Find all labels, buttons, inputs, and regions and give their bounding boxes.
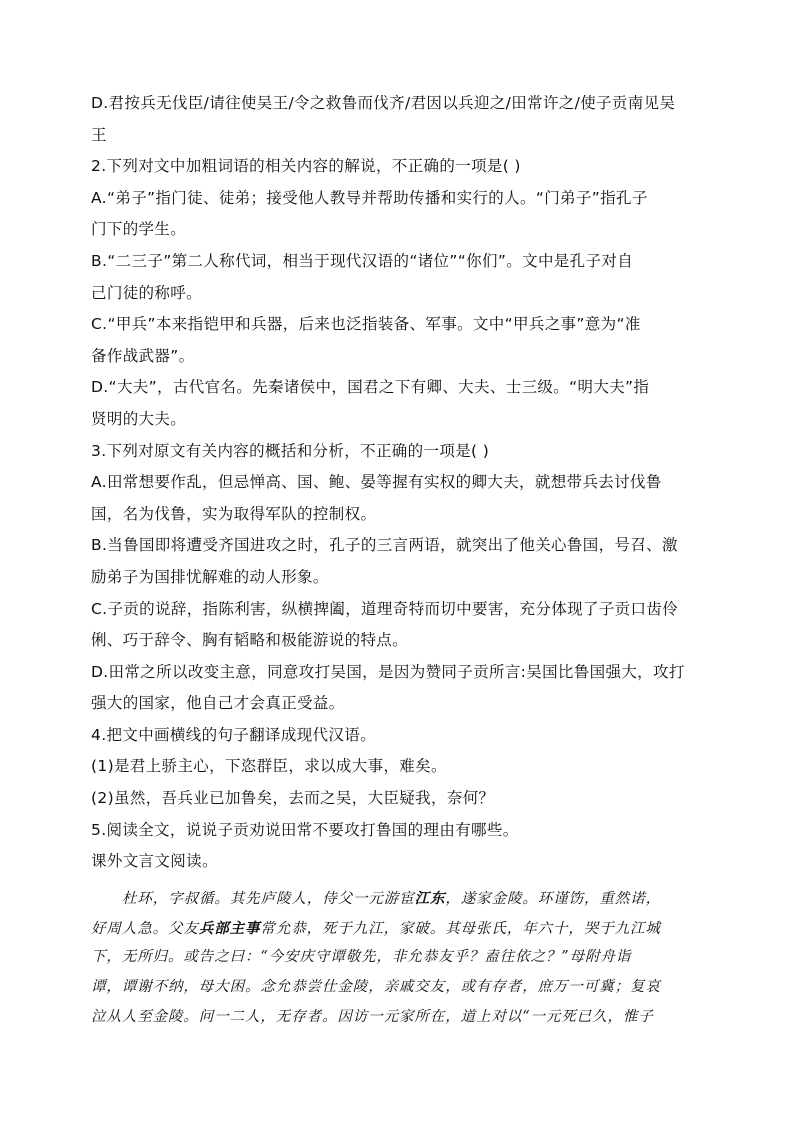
text-line: C.“甲兵”本来指铠甲和兵器，后来也泛指装备、军事。文中“甲兵之事”意为“准 bbox=[91, 315, 641, 334]
document-page bbox=[91, 88, 703, 1033]
text-line: B.当鲁国即将遭受齐国进攻之时，孔子的三言两语，就突出了他关心鲁国，号召、激 bbox=[91, 536, 678, 555]
passage-line bbox=[91, 914, 703, 944]
text-line: 门下的学生。 bbox=[91, 220, 187, 239]
text-line: D.“大夫”，古代官名。先秦诸侯中，国君之下有卿、大夫、士三级。“明大夫”指 bbox=[91, 378, 650, 397]
text-line: 王 bbox=[91, 125, 107, 144]
question-stem: 4.把文中画横线的句子翻译成现代汉语。 bbox=[91, 725, 376, 744]
passage-line: 谭，谭谢不纳，母大困。念允恭尝仕金陵，亲戚交友，或有存者，庶万一可冀；复哀 bbox=[91, 979, 661, 996]
question-stem: 2.下列对文中加粗词语的相关内容的解说，不正确的一项是( ) bbox=[91, 157, 521, 176]
option-b bbox=[91, 246, 703, 309]
option-a bbox=[91, 183, 703, 246]
question-stem: 5.阅读全文，说说子贡劝说田常不要攻打鲁国的理由有哪些。 bbox=[91, 820, 519, 839]
question-2 bbox=[91, 151, 703, 435]
bold-term: 江东 bbox=[414, 889, 446, 907]
passage-text: 好周人急。父友 bbox=[91, 920, 199, 937]
text-line: 俐、巧于辞令、胸有韬略和极能游说的特点。 bbox=[91, 631, 409, 650]
question-5 bbox=[91, 815, 703, 847]
translation-item-2: (2)虽然，吾兵业已加鲁矣，去而之吴，大臣疑我，奈何？ bbox=[91, 789, 495, 808]
passage-line bbox=[91, 884, 703, 914]
text-line: A.“弟子”指门徒、徒弟；接受他人教导并帮助传播和实行的人。“门弟子”指孔子 bbox=[91, 188, 648, 207]
text-line: 贤明的大夫。 bbox=[91, 409, 187, 428]
question-4 bbox=[91, 720, 703, 815]
bold-term: 兵部主事 bbox=[198, 919, 261, 937]
option-c bbox=[91, 594, 703, 657]
translation-item-1: (1)是君上骄主心，下恣群臣，求以成大事，难矣。 bbox=[91, 757, 447, 776]
text-line: 备作战武器”。 bbox=[91, 346, 195, 365]
question-3 bbox=[91, 436, 703, 720]
text-line: D.田常之所以改变主意，同意攻打吴国，是因为赞同子贡所言:吴国比鲁国强大，攻打 bbox=[91, 662, 685, 681]
passage-line: 下，无所归。或告之曰：“今安庆守谭敬先，非允恭友乎？盍往依之？”母附舟诣 bbox=[91, 949, 632, 966]
option-d bbox=[91, 372, 703, 435]
text-line: 强大的国家，他自己才会真正受益。 bbox=[91, 694, 345, 713]
passage-text: 常允恭，死于九江，家破。其母张氏，年六十，哭于九江城 bbox=[260, 920, 661, 937]
option-c bbox=[91, 309, 703, 372]
passage-text: ，遂家金陵。环谨饬，重然诺， bbox=[445, 890, 662, 907]
section-title: 课外文言文阅读。 bbox=[91, 852, 218, 871]
option-a bbox=[91, 467, 703, 530]
question-stem: 3.下列对原文有关内容的概括和分析，不正确的一项是( ) bbox=[91, 441, 490, 460]
option-d bbox=[91, 657, 703, 720]
passage-text: 杜环，字叔循。其先庐陵人，侍父一元游宦 bbox=[122, 890, 415, 907]
text-line: 己门徒的称呼。 bbox=[91, 283, 202, 302]
passage-line: 泣从人至金陵。问一二人，无存者。因访一元家所在，道上对以“一元死已久，惟子 bbox=[91, 1009, 654, 1026]
text-line: 国，名为伐鲁，实为取得军队的控制权。 bbox=[91, 504, 377, 523]
text-line: B.“二三子”第二人称代词，相当于现代汉语的“诸位”“你们”。文中是孔子对自 bbox=[91, 251, 634, 270]
text-line: A.田常想要作乱，但忌惮高、国、鲍、晏等握有实权的卿大夫，就想带兵去讨伐鲁 bbox=[91, 473, 662, 492]
text-line: D.君按兵无伐臣/请往使吴王/令之救鲁而伐齐/君因以兵迎之/田常许之/使子贡南见吴 bbox=[91, 94, 676, 112]
text-line: C.子贡的说辞，指陈利害，纵横捭阖，道理奇特而切中要害，充分体现了子贡口齿伶 bbox=[91, 599, 679, 618]
option-b bbox=[91, 530, 703, 593]
text-line: 励弟子为国排忧解难的动人形象。 bbox=[91, 567, 329, 586]
classical-passage bbox=[91, 884, 703, 1033]
question-1-option-d bbox=[91, 88, 703, 151]
